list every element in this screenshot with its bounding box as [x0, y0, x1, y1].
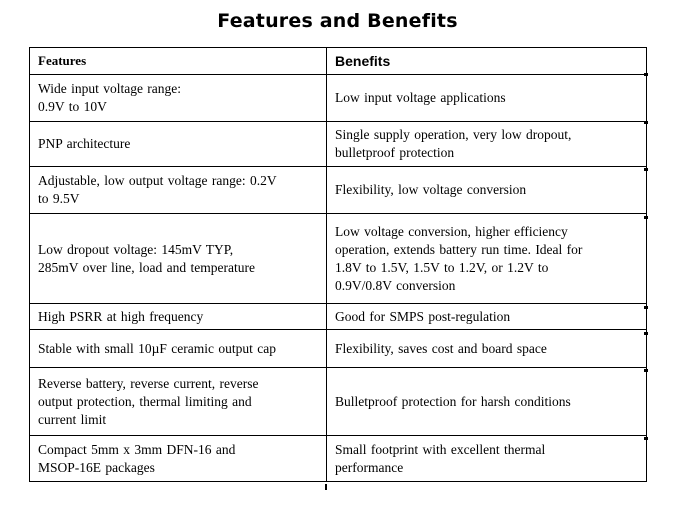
feature-cell — [30, 122, 327, 167]
feature-cell — [30, 75, 327, 122]
feature-line: current limit — [38, 411, 107, 427]
table-row — [30, 122, 647, 167]
feature-line: to 9.5V — [38, 191, 80, 206]
benefit-line: Low input voltage applications — [335, 90, 506, 105]
table-row — [30, 368, 647, 436]
benefit-line: 0.9V/0.8V conversion — [335, 277, 456, 293]
feature-line: Reverse battery, reverse current, reverse — [38, 375, 259, 391]
features-benefits-table — [29, 47, 647, 482]
header-row — [30, 48, 647, 75]
benefit-line: Bulletproof protection for harsh conditions — [335, 393, 571, 409]
feature-cell — [30, 436, 327, 482]
features-header: Features — [30, 48, 327, 75]
benefit-cell — [327, 122, 647, 167]
border-tick-mark — [644, 216, 648, 219]
table-row — [30, 167, 647, 214]
feature-line: MSOP-16E packages — [38, 459, 155, 475]
border-tick-mark — [644, 332, 648, 335]
benefit-cell — [327, 214, 647, 304]
border-tick-mark — [644, 306, 648, 309]
benefit-cell — [327, 436, 647, 482]
table-row — [30, 75, 647, 122]
benefit-line: Small footprint with excellent thermal — [335, 441, 546, 457]
feature-cell — [30, 330, 327, 368]
feature-line: Low dropout voltage: 145mV TYP, — [38, 241, 234, 257]
feature-cell — [30, 167, 327, 214]
benefit-line: operation, extends battery run time. Ideal for — [335, 241, 583, 257]
feature-line: 0.9V to 10V — [38, 99, 107, 114]
feature-cell — [30, 368, 327, 436]
benefit-cell — [327, 368, 647, 436]
border-tick-mark — [325, 484, 327, 490]
table-row — [30, 436, 647, 482]
feature-line: output protection, thermal limiting and — [38, 393, 252, 409]
feature-line: High PSRR at high frequency — [38, 308, 204, 324]
feature-line: PNP architecture — [38, 136, 131, 151]
benefit-line: Flexibility, low voltage conversion — [335, 182, 527, 197]
border-tick-mark — [644, 73, 648, 76]
benefit-line: Low voltage conversion, higher efficiency — [335, 223, 568, 239]
benefit-line: 1.8V to 1.5V, 1.5V to 1.2V, or 1.2V to — [335, 259, 549, 275]
table-row — [30, 214, 647, 304]
feature-cell — [30, 304, 327, 330]
benefit-cell — [327, 75, 647, 122]
benefit-cell — [327, 167, 647, 214]
border-tick-mark — [644, 369, 648, 372]
feature-line: Stable with small 10µF ceramic output cap — [38, 340, 276, 356]
benefits-header: Benefits — [327, 48, 647, 75]
benefit-cell — [327, 330, 647, 368]
feature-cell — [30, 214, 327, 304]
benefit-cell — [327, 304, 647, 330]
benefit-line: bulletproof protection — [335, 145, 455, 160]
feature-line: Wide input voltage range: — [38, 81, 182, 96]
feature-line: 285mV over line, load and temperature — [38, 259, 255, 275]
benefit-line: Flexibility, saves cost and board space — [335, 340, 547, 356]
benefit-line: Good for SMPS post-regulation — [335, 308, 511, 324]
benefit-line: performance — [335, 459, 404, 475]
table-row — [30, 304, 647, 330]
feature-line: Adjustable, low output voltage range: 0.2V — [38, 173, 277, 188]
table-row — [30, 330, 647, 368]
border-tick-mark — [644, 437, 648, 440]
border-tick-mark — [644, 121, 648, 124]
benefit-line: Single supply operation, very low dropout, — [335, 127, 572, 142]
border-tick-mark — [644, 168, 648, 171]
page-title: Features and Benefits — [217, 10, 458, 32]
feature-line: Compact 5mm x 3mm DFN-16 and — [38, 441, 236, 457]
